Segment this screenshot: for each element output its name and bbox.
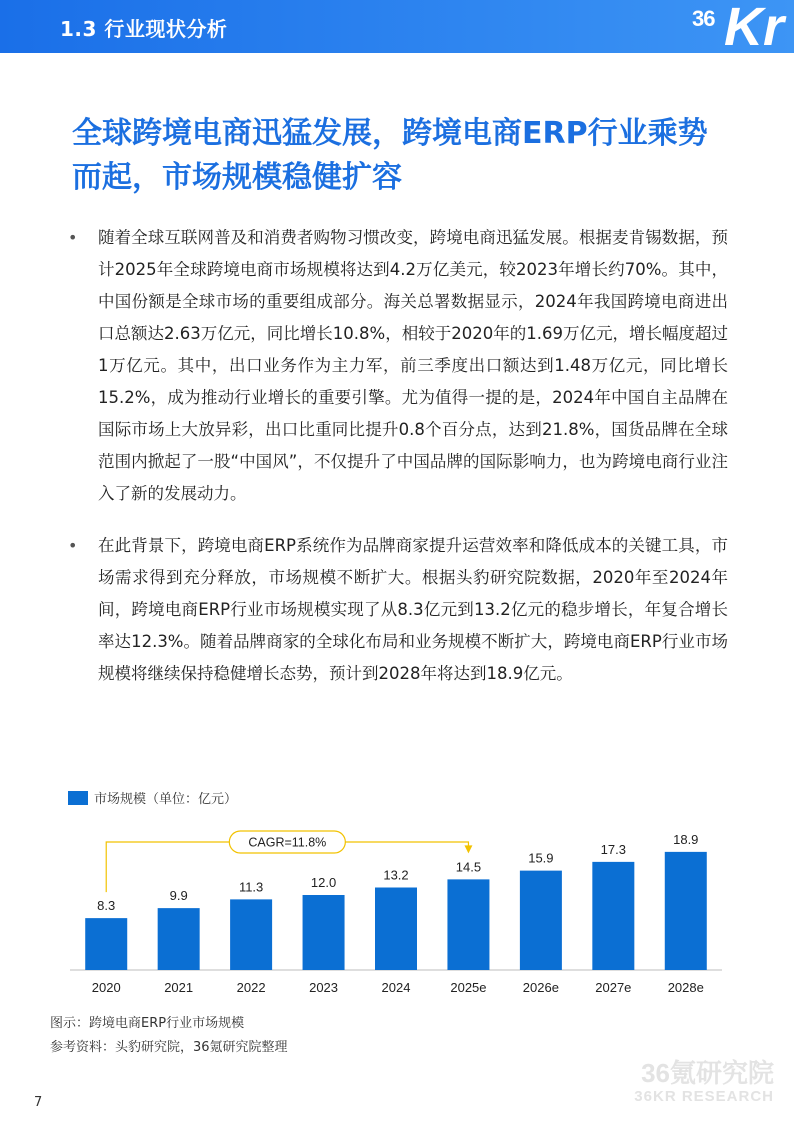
data-label: 12.0 xyxy=(310,875,337,890)
data-label: 8.3 xyxy=(97,898,116,914)
x-tick-label: 2025e xyxy=(450,980,487,995)
legend-label: 市场规模（单位：亿元） xyxy=(94,792,238,807)
legend-swatch xyxy=(68,791,88,805)
data-label: 13.2 xyxy=(383,867,409,883)
bullet-text: 随着全球互联网普及和消费者购物习惯改变，跨境电商迅猛发展。根据麦肯锡数据，预计2025年全球跨境电商市场规模将达到4.2万亿美元，较2023年增长约70%。其中，中国份额是全球市场的重要组成部分。海关总署数据显示，2024年我国跨境电商进出口总额达2.63万亿元，同比增长10.8%，相较于2020年的1.69万亿元，增长幅度超过1万亿元。其中，出口业务作为主力军，前三季度出口额达到1.48万亿元，同比增长15.2%，成为推动行业增长的重要引擎。尤为值得一提的是，2024年中国自主品牌在国际市场上大放异彩，出口比重同比提升0.8个百分点，达到21.8%，国货品牌在全球范围内掀起了一股“中国风”，不仅提升了中国品牌的国际影响力，也为跨境电商行业注入了新的发展动力。 xyxy=(98,228,728,503)
bar xyxy=(592,862,634,970)
bullet-text: 在此背景下，跨境电商ERP系统作为品牌商家提升运营效率和降低成本的关键工具，市场需求得到充分释放，市场规模不断扩大。根据头豹研究院数据，2020年至2024年间，跨境电商ERP行业市场规模实现了从8.3亿元到13.2亿元的稳步增长，年复合增长率达12.3%。随着品牌商家的全球化布局和业务规模不断扩大，跨境电商ERP行业市场规模将继续保持稳健增长态势，预计到2028年将达到18.9亿元。 xyxy=(98,536,728,683)
logo-letters: Kr xyxy=(724,0,785,53)
data-label: 11.3 xyxy=(238,879,264,895)
data-label: 17.3 xyxy=(600,841,626,857)
x-tick-label: 2020 xyxy=(91,980,121,995)
bar xyxy=(85,918,127,970)
x-tick-label: 2026e xyxy=(522,980,559,995)
bar xyxy=(303,895,345,970)
bar xyxy=(665,852,707,970)
section-title: 1.3 行业现状分析 xyxy=(60,17,228,41)
x-tick-label: 2028e xyxy=(667,980,704,995)
data-label: 18.9 xyxy=(673,831,699,847)
x-tick-label: 2022 xyxy=(236,980,266,995)
page-headline: 全球跨境电商迅猛发展，跨境电商ERP行业乘势而起，市场规模稳健扩容 xyxy=(72,116,708,195)
bullet-dot-icon: • xyxy=(68,536,78,555)
figure-caption: 图示：跨境电商ERP行业市场规模 xyxy=(50,1016,245,1031)
data-label: 9.9 xyxy=(169,888,188,904)
cagr-label: CAGR=11.8% xyxy=(248,835,327,850)
data-label: 14.5 xyxy=(455,859,482,875)
bullet-item xyxy=(68,530,728,690)
data-label: 15.9 xyxy=(528,850,554,866)
x-tick-label: 2024 xyxy=(381,980,411,995)
bullet-item xyxy=(68,222,728,510)
logo-number: 36 xyxy=(692,6,715,31)
bullet-dot-icon: • xyxy=(68,228,78,247)
bar xyxy=(158,908,200,970)
bullet-list xyxy=(68,222,728,710)
brand-logo xyxy=(684,0,794,53)
bar xyxy=(230,899,272,970)
watermark-cn: 36氪研究院 xyxy=(641,1058,774,1088)
x-tick-label: 2023 xyxy=(309,980,339,995)
bar xyxy=(447,879,489,970)
chart-legend xyxy=(68,788,237,807)
x-tick-label: 2027e xyxy=(595,980,632,995)
bar xyxy=(520,871,562,970)
cagr-arrow-icon xyxy=(464,845,472,853)
page-number: 7 xyxy=(34,1095,43,1110)
source-caption: 参考资料：头豹研究院，36氪研究院整理 xyxy=(50,1040,288,1055)
bar xyxy=(375,888,417,971)
watermark xyxy=(634,1058,774,1106)
bar-chart xyxy=(62,815,732,1005)
header-bar xyxy=(0,0,794,53)
watermark-en: 36KR RESEARCH xyxy=(634,1088,774,1105)
x-tick-label: 2021 xyxy=(164,980,194,995)
